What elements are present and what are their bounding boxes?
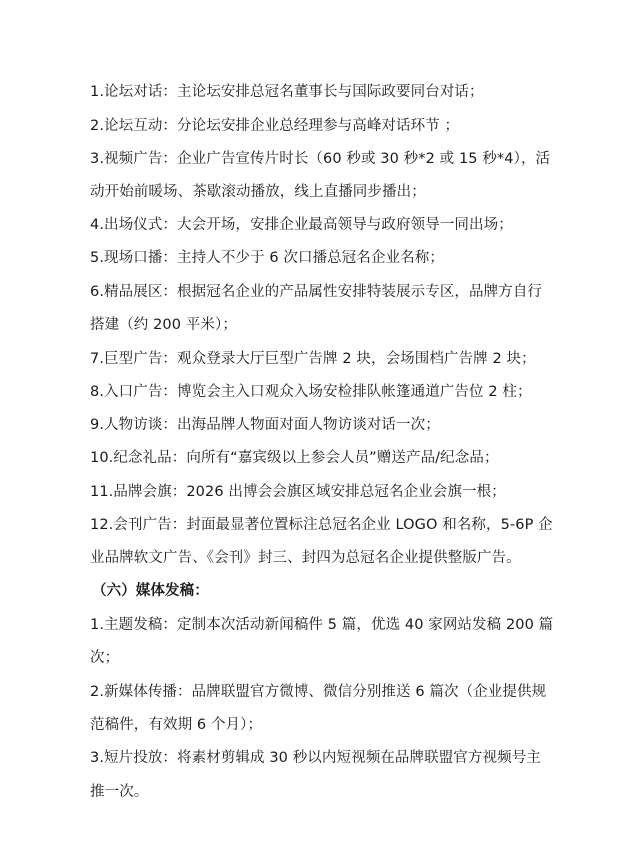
text-line: 3.视频广告：企业广告宣传片时长（60 秒或 30 秒*2 或 15 秒*4），活 <box>90 151 551 167</box>
text-line: 8.入口广告：博览会主入口观众入场安检排队帐篷通道广告位 2 柱； <box>90 384 532 400</box>
text-line: 10.纪念礼品：向所有“嘉宾级以上参会人员”赠送产品/纪念品； <box>90 450 499 466</box>
text-line: 范稿件，有效期 6 个月）； <box>90 717 263 733</box>
text-line: 次； <box>90 650 120 666</box>
text-line: 搭建（约 200 平米）； <box>90 317 237 333</box>
text-line: 11.品牌会旗：2026 出博会会旗区域安排总冠名企业会旗一根； <box>90 484 506 500</box>
text-line: 1.论坛对话：主论坛安排总冠名董事长与国际政要同台对话； <box>90 84 484 100</box>
section-heading: （六）媒体发稿： <box>92 583 209 599</box>
text-line: 业品牌软文广告、《会刊》封三、封四为总冠名企业提供整版广告。 <box>90 550 521 566</box>
text-line: 6.精品展区：根据冠名企业的产品属性安排特装展示专区，品牌方自行 <box>90 284 543 300</box>
text-line: 动开始前暖场、茶歇滚动播放，线上直播同步播出； <box>90 184 426 200</box>
text-line: 4.出场仪式：大会开场，安排企业最高领导与政府领导一同出场； <box>90 217 513 233</box>
text-line: 2.论坛互动：分论坛安排企业总经理参与高峰对话环节 ； <box>90 118 460 134</box>
text-line: 3.短片投放：将素材剪辑成 30 秒以内短视频在品牌联盟官方视频号主 <box>90 750 541 766</box>
text-line: 5.现场口播：主持人不少于 6 次口播总冠名企业名称； <box>90 250 444 266</box>
text-line: 推一次。 <box>90 784 149 800</box>
text-line: 1.主题发稿：定制本次活动新闻稿件 5 篇，优选 40 家网站发稿 200 篇 <box>90 617 554 633</box>
text-line: 12.会刊广告：封面最显著位置标注总冠名企业 LOGO 和名称，5-6P 企 <box>90 517 553 533</box>
text-line: 7.巨型广告：观众登录大厅巨型广告牌 2 块，会场围档广告牌 2 块； <box>90 351 536 367</box>
text-line: 9.人物访谈：出海品牌人物面对面人物访谈对话一次； <box>90 417 440 433</box>
text-line: 2.新媒体传播：品牌联盟官方微博、微信分别推送 6 篇次（企业提供规 <box>90 684 547 700</box>
